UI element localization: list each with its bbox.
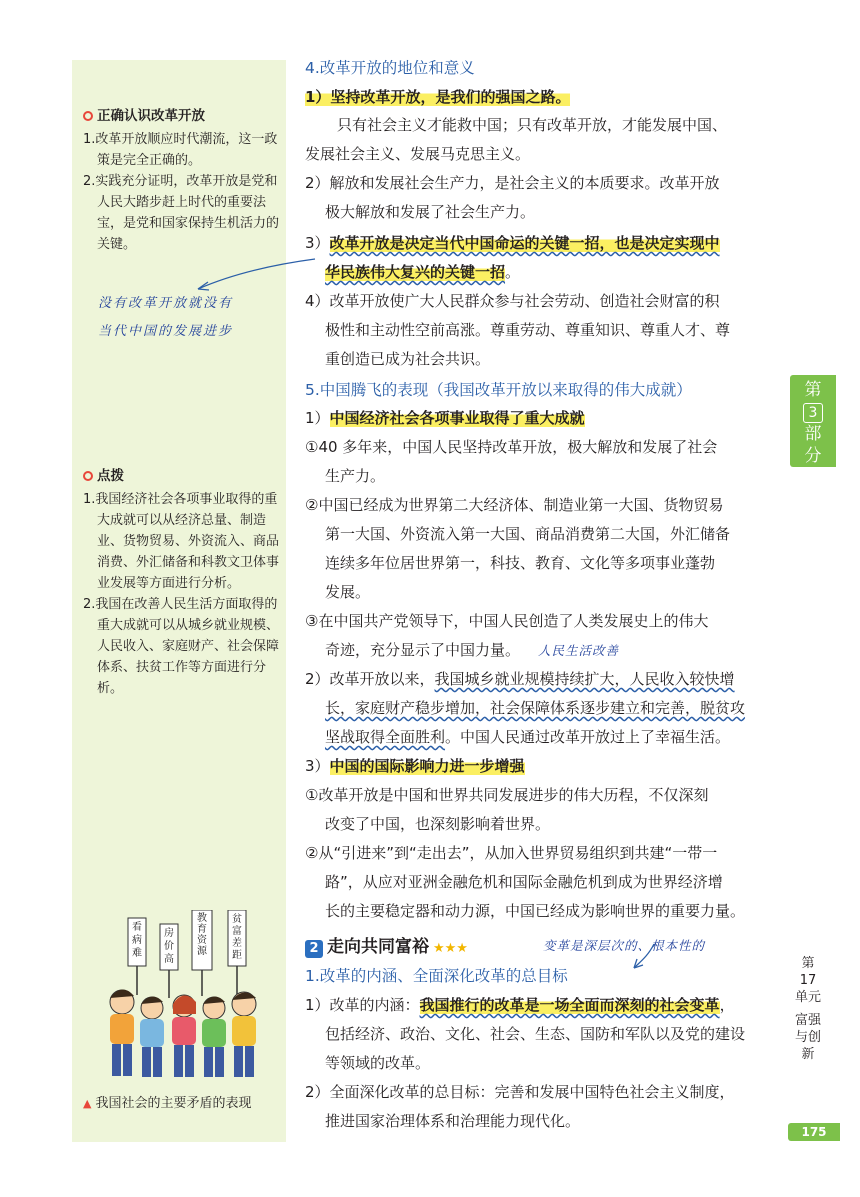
paragraph: 长的主要稳定器和动力源，中国已经成为影响世界的重要力量。: [325, 902, 746, 920]
paragraph: 2）全面深化改革的总目标：完善和发展中国特色社会主义制度，: [305, 1083, 735, 1101]
annotation-arrow: [628, 942, 658, 972]
paragraph: 只有社会主义才能救中国；只有改革开放，才能发展中国、: [337, 116, 728, 134]
paragraph: 华民族伟大复兴的关键一招。: [325, 263, 521, 281]
sign-text: 教: [197, 913, 207, 924]
sidebar-block-tips: [83, 466, 279, 699]
paragraph: 推进国家治理体系和治理能力现代化。: [325, 1112, 581, 1130]
paragraph: 发展社会主义、发展马克思主义。: [305, 145, 531, 163]
paragraph: 极性和主动性空前高涨。尊重劳动、尊重知识、尊重人才、尊: [325, 321, 731, 339]
svg-text:距: 距: [232, 950, 242, 961]
paragraph: 长，家庭财产稳步增加，社会保障体系逐步建立和完善，脱贫攻: [325, 699, 746, 717]
handwritten-note: 变革是深层次的、根本性的: [543, 938, 706, 953]
sidebar-block-title: 点拨: [97, 468, 124, 484]
paragraph: ①40 多年来，中国人民坚持改革开放，极大解放和发展了社会: [305, 438, 718, 456]
paragraph: 第一大国、外资流入第一大国、商品消费第二大国，外汇储备: [325, 525, 731, 543]
difficulty-stars: ★★★: [433, 941, 468, 956]
paragraph: 4）改革开放使广大人民群众参与社会劳动、创造社会财富的积: [305, 292, 720, 310]
section-number-badge: 2: [305, 940, 323, 958]
sign-text: 贫: [232, 914, 242, 925]
svg-text:价: 价: [164, 941, 174, 952]
sidebar-item: 1.我国经济社会各项事业取得的重大成就可以从经济总量、制造业、货物贸易、外资流入、商品消费、外汇储备和科教文卫体事业发展等方面进行分析。: [83, 492, 280, 591]
handwritten-note: 没有改革开放就没有: [98, 296, 234, 311]
svg-text:差: 差: [232, 938, 242, 949]
paragraph: 连续多年位居世界第一，科技、教育、文化等多项事业蓬勃: [325, 554, 716, 572]
bullet-icon: [83, 471, 93, 481]
svg-text:资: 资: [197, 935, 207, 946]
protest-illustration: [100, 910, 270, 1085]
sidebar-block-title: 正确认识改革开放: [97, 108, 205, 124]
paragraph: 1）中国经济社会各项事业取得了重大成就: [305, 409, 585, 427]
section-heading: 5.中国腾飞的表现（我国改革开放以来取得的伟大成就）: [305, 381, 692, 399]
paragraph: 等领域的改革。: [325, 1054, 431, 1072]
illustration-caption: ▲ 我国社会的主要矛盾的表现: [83, 1096, 252, 1111]
handwritten-note: 当代中国的发展进步: [98, 324, 234, 339]
paragraph: 发展。: [325, 583, 371, 601]
sign-text: 房: [164, 928, 174, 939]
bullet-icon: [83, 111, 93, 121]
paragraph: 重创造已成为社会共识。: [325, 350, 491, 368]
paragraph: 1）改革的内涵：我国推行的改革是一场全面而深刻的社会变革，: [305, 996, 735, 1014]
svg-text:病: 病: [132, 935, 142, 946]
svg-text:难: 难: [132, 948, 142, 959]
paragraph: 生产力。: [325, 467, 386, 485]
section-heading: 1.改革的内涵、全面深化改革的总目标: [305, 967, 568, 985]
unit-label: 第17单元 富强与创新: [795, 956, 822, 1062]
sidebar-block-correct-view: [83, 106, 279, 255]
paragraph: ③在中国共产党领导下，中国人民创造了人类发展史上的伟大: [305, 612, 709, 630]
sidebar-item: 1.改革开放顺应时代潮流，这一政策是完全正确的。: [83, 132, 278, 168]
paragraph: 2）解放和发展社会生产力，是社会主义的本质要求。改革开放: [305, 174, 720, 192]
paragraph: ①改革开放是中国和世界共同发展进步的伟大历程，不仅深刻: [305, 786, 709, 804]
paragraph: 极大解放和发展了社会生产力。: [325, 203, 536, 221]
paragraph: ②从“引进来”到“走出去”，从加入世界贸易组织到共建“一带一: [305, 844, 718, 862]
svg-text:高: 高: [164, 954, 174, 965]
sign-text: 看: [132, 922, 142, 933]
paragraph: 改变了中国，也深刻影响着世界。: [325, 815, 551, 833]
sidebar-item: 2.我国在改善人民生活方面取得的重大成就可以从城乡就业规模、人民收入、家庭财产、社会保障体系、扶贫工作等方面进行分析。: [83, 597, 280, 696]
paragraph: 奇迹，充分显示了中国力量。 人民生活改善: [325, 641, 620, 659]
svg-text:富: 富: [232, 926, 242, 937]
svg-text:育: 育: [197, 924, 207, 935]
page-number: 175: [788, 1123, 840, 1141]
paragraph: 3）改革开放是决定当代中国命运的关键一招，也是决定实现中: [305, 234, 720, 252]
part-tab: 第 3 部分: [790, 375, 836, 467]
paragraph: 1）坚持改革开放，是我们的强国之路。: [305, 88, 571, 106]
part-number: 3: [803, 403, 823, 423]
paragraph: 坚战取得全面胜利。中国人民通过改革开放过上了幸福生活。: [325, 728, 731, 746]
annotation-arrow: [190, 255, 320, 295]
triangle-icon: ▲: [83, 1097, 92, 1110]
handwritten-note: 人民生活改善: [538, 643, 620, 658]
paragraph: 3）中国的国际影响力进一步增强: [305, 757, 525, 775]
section-heading: 4.改革开放的地位和意义: [305, 59, 475, 77]
section-2-heading: 2 走向共同富裕 ★★★: [305, 932, 468, 958]
paragraph: 路”，从应对亚洲金融危机和国际金融危机到成为世界经济增: [325, 873, 723, 891]
sidebar-item: 2.实践充分证明，改革开放是党和人民大踏步赶上时代的重要法宝，是党和国家保持生机活力的关键。: [83, 174, 280, 252]
svg-text:源: 源: [197, 946, 207, 957]
paragraph: 2）改革开放以来，我国城乡就业规模持续扩大，人民收入较快增: [305, 670, 735, 688]
paragraph: ②中国已经成为世界第二大经济体、制造业第一大国、货物贸易: [305, 496, 724, 514]
paragraph: 包括经济、政治、文化、社会、生态、国防和军队以及党的建设: [325, 1025, 746, 1043]
